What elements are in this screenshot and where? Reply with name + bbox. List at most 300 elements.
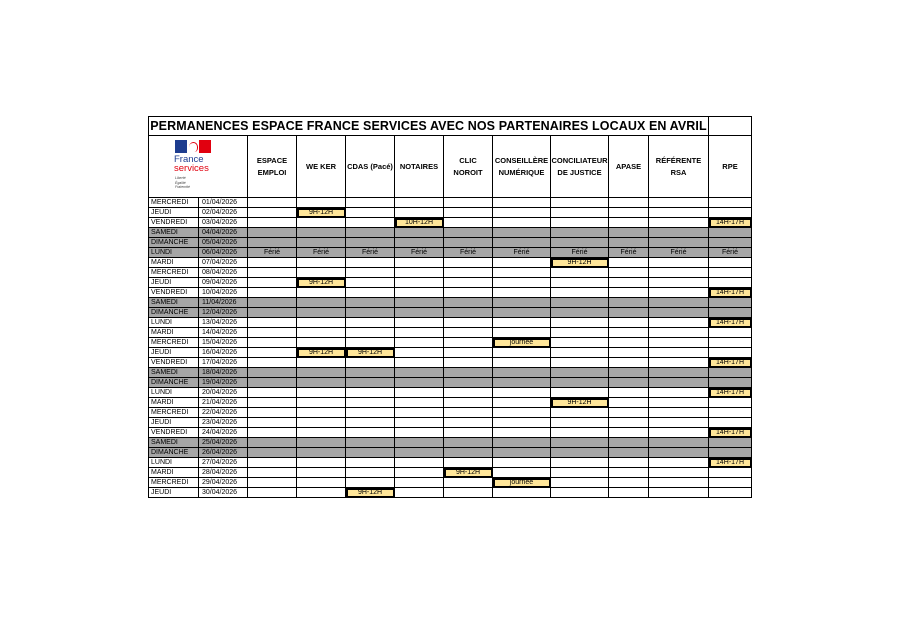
schedule-cell	[395, 448, 444, 458]
schedule-cell	[551, 358, 609, 368]
table-row	[149, 338, 752, 348]
schedule-cell: Férié	[649, 248, 709, 258]
day-cell: SAMEDI	[149, 228, 199, 238]
schedule-cell	[444, 208, 493, 218]
appointment-slot: 14H-17H	[709, 218, 752, 228]
schedule-cell	[709, 418, 752, 428]
schedule-cell	[649, 418, 709, 428]
date-cell: 30/04/2026	[199, 488, 248, 498]
schedule-cell	[493, 318, 551, 328]
title-spacer-cell	[709, 117, 752, 136]
schedule-cell	[493, 258, 551, 268]
day-cell: VENDREDI	[149, 358, 199, 368]
schedule-cell	[493, 348, 551, 358]
schedule-cell	[609, 198, 649, 208]
appointment-slot: 9H-12H	[444, 468, 493, 478]
day-cell: DIMANCHE	[149, 448, 199, 458]
schedule-cell	[346, 408, 395, 418]
logo-cell	[149, 136, 248, 198]
schedule-cell	[346, 438, 395, 448]
schedule-cell	[297, 408, 346, 418]
schedule-cell	[248, 288, 297, 298]
table-row	[149, 308, 752, 318]
schedule-cell	[649, 308, 709, 318]
schedule-cell	[609, 268, 649, 278]
day-cell: LUNDI	[149, 318, 199, 328]
schedule-cell	[395, 348, 444, 358]
schedule-cell	[493, 228, 551, 238]
schedule-cell	[297, 468, 346, 478]
day-cell: JEUDI	[149, 278, 199, 288]
schedule-cell	[551, 348, 609, 358]
day-cell: MARDI	[149, 328, 199, 338]
schedule-cell	[444, 388, 493, 398]
schedule-cell	[551, 418, 609, 428]
day-cell: JEUDI	[149, 208, 199, 218]
schedule-cell	[609, 308, 649, 318]
schedule-cell	[395, 488, 444, 498]
schedule-cell	[444, 288, 493, 298]
schedule-cell	[649, 208, 709, 218]
table-row	[149, 388, 752, 398]
table-row	[149, 358, 752, 368]
schedule-cell	[649, 378, 709, 388]
schedule-cell	[709, 278, 752, 288]
schedule-cell	[297, 258, 346, 268]
schedule-cell	[248, 278, 297, 288]
schedule-cell	[346, 198, 395, 208]
schedule-cell	[709, 378, 752, 388]
schedule-cell	[395, 328, 444, 338]
date-cell: 11/04/2026	[199, 298, 248, 308]
date-cell: 03/04/2026	[199, 218, 248, 228]
schedule-cell	[297, 458, 346, 468]
schedule-cell	[493, 278, 551, 288]
schedule-cell	[395, 198, 444, 208]
schedule-cell	[609, 468, 649, 478]
schedule-cell	[493, 208, 551, 218]
appointment-slot: 9H-12H	[551, 258, 609, 268]
schedule-cell	[444, 368, 493, 378]
schedule-cell	[346, 328, 395, 338]
schedule-cell	[493, 238, 551, 248]
schedule-cell	[551, 488, 609, 498]
schedule-cell	[297, 428, 346, 438]
schedule-cell	[551, 218, 609, 228]
day-cell: DIMANCHE	[149, 238, 199, 248]
schedule-cell	[709, 208, 752, 218]
schedule-cell	[493, 368, 551, 378]
column-header: ESPACE EMPLOI	[248, 136, 297, 198]
schedule-cell	[395, 298, 444, 308]
schedule-cell	[248, 408, 297, 418]
schedule-cell	[248, 298, 297, 308]
table-row	[149, 438, 752, 448]
schedule-cell	[649, 408, 709, 418]
schedule-cell	[609, 218, 649, 228]
table-row	[149, 228, 752, 238]
schedule-cell	[551, 448, 609, 458]
date-cell: 21/04/2026	[199, 398, 248, 408]
schedule-cell	[649, 338, 709, 348]
schedule-cell	[493, 378, 551, 388]
table-row	[149, 198, 752, 208]
schedule-cell	[609, 398, 649, 408]
day-cell: VENDREDI	[149, 218, 199, 228]
schedule-cell	[551, 208, 609, 218]
schedule-cell	[248, 228, 297, 238]
date-cell: 07/04/2026	[199, 258, 248, 268]
schedule-cell	[248, 308, 297, 318]
appointment-slot: 9H-12H	[346, 348, 395, 358]
date-cell: 05/04/2026	[199, 238, 248, 248]
schedule-cell	[248, 328, 297, 338]
schedule-cell	[649, 388, 709, 398]
schedule-cell	[395, 208, 444, 218]
schedule-cell	[551, 328, 609, 338]
schedule-cell	[395, 318, 444, 328]
schedule-cell	[493, 458, 551, 468]
date-cell: 24/04/2026	[199, 428, 248, 438]
schedule-cell	[609, 318, 649, 328]
schedule-cell	[248, 468, 297, 478]
table-row	[149, 278, 752, 288]
schedule-cell	[444, 198, 493, 208]
schedule-cell	[444, 318, 493, 328]
table-row	[149, 268, 752, 278]
appointment-slot: 14H-17H	[709, 388, 752, 398]
date-cell: 04/04/2026	[199, 228, 248, 238]
schedule-cell	[346, 358, 395, 368]
schedule-cell	[649, 278, 709, 288]
schedule-cell	[609, 378, 649, 388]
schedule-cell	[551, 428, 609, 438]
schedule-cell	[493, 468, 551, 478]
schedule-cell	[346, 308, 395, 318]
table-row	[149, 328, 752, 338]
schedule-cell	[551, 278, 609, 288]
schedule-cell	[248, 218, 297, 228]
date-cell: 16/04/2026	[199, 348, 248, 358]
date-cell: 13/04/2026	[199, 318, 248, 328]
schedule-cell	[444, 298, 493, 308]
schedule-cell	[551, 438, 609, 448]
schedule-cell	[248, 388, 297, 398]
schedule-cell	[649, 458, 709, 468]
schedule-cell	[297, 398, 346, 408]
schedule-cell	[551, 378, 609, 388]
date-cell: 15/04/2026	[199, 338, 248, 348]
appointment-slot: 9H-12H	[346, 488, 395, 498]
column-header: CDAS (Pacé)	[346, 136, 395, 198]
schedule-cell	[609, 428, 649, 438]
schedule-cell	[297, 268, 346, 278]
schedule-cell	[395, 368, 444, 378]
schedule-cell	[493, 198, 551, 208]
appointment-slot: 9H-12H	[297, 208, 346, 218]
schedule-cell: Férié	[248, 248, 297, 258]
schedule-cell	[444, 428, 493, 438]
schedule-cell	[649, 228, 709, 238]
schedule-cell	[551, 238, 609, 248]
schedule-cell	[248, 318, 297, 328]
schedule-cell	[551, 198, 609, 208]
schedule-cell: Férié	[709, 248, 752, 258]
day-cell: DIMANCHE	[149, 378, 199, 388]
schedule-cell	[346, 398, 395, 408]
logo-motto: Liberté Égalité Fraternité	[175, 176, 190, 189]
schedule-cell	[444, 478, 493, 488]
schedule-cell	[248, 418, 297, 428]
schedule-cell	[649, 288, 709, 298]
date-cell: 14/04/2026	[199, 328, 248, 338]
france-services-logo	[149, 136, 245, 196]
header-row	[149, 136, 752, 198]
logo-line2: services	[174, 163, 209, 174]
table-row	[149, 218, 752, 228]
schedule-cell	[248, 238, 297, 248]
date-cell: 18/04/2026	[199, 368, 248, 378]
schedule-cell	[609, 348, 649, 358]
schedule-cell	[493, 448, 551, 458]
schedule-cell	[649, 398, 709, 408]
schedule-cell	[395, 228, 444, 238]
schedule-cell	[346, 378, 395, 388]
date-cell: 26/04/2026	[199, 448, 248, 458]
schedule-cell: Férié	[444, 248, 493, 258]
schedule-cell	[444, 338, 493, 348]
schedule-cell	[395, 438, 444, 448]
appointment-slot: 14H-17H	[709, 458, 752, 468]
title-row	[149, 117, 752, 136]
schedule-cell	[709, 328, 752, 338]
schedule-cell	[609, 288, 649, 298]
day-cell: SAMEDI	[149, 368, 199, 378]
schedule-cell	[395, 388, 444, 398]
schedule-cell: Férié	[609, 248, 649, 258]
schedule-cell	[395, 308, 444, 318]
schedule-cell	[444, 258, 493, 268]
schedule-cell	[248, 438, 297, 448]
schedule-cell	[444, 488, 493, 498]
schedule-cell	[248, 268, 297, 278]
schedule-cell	[609, 388, 649, 398]
date-cell: 10/04/2026	[199, 288, 248, 298]
schedule-cell	[709, 408, 752, 418]
schedule-cell	[395, 468, 444, 478]
day-cell: JEUDI	[149, 348, 199, 358]
day-cell: MARDI	[149, 258, 199, 268]
schedule-cell	[297, 378, 346, 388]
schedule-cell: Férié	[551, 248, 609, 258]
schedule-cell	[346, 388, 395, 398]
schedule-cell	[551, 318, 609, 328]
schedule-cell	[551, 288, 609, 298]
schedule-cell	[649, 448, 709, 458]
schedule-cell	[551, 268, 609, 278]
appointment-slot: 14H-17H	[709, 428, 752, 438]
schedule-cell	[649, 478, 709, 488]
schedule-cell	[493, 298, 551, 308]
schedule-cell	[297, 308, 346, 318]
date-cell: 17/04/2026	[199, 358, 248, 368]
schedule-cell	[444, 358, 493, 368]
schedule-cell	[248, 478, 297, 488]
column-header: CONSEILLÈRE NUMÉRIQUE	[493, 136, 551, 198]
schedule-cell	[248, 398, 297, 408]
day-cell: VENDREDI	[149, 288, 199, 298]
schedule-cell	[346, 418, 395, 428]
column-header: CONCILIATEUR DE JUSTICE	[551, 136, 609, 198]
table-row	[149, 248, 752, 258]
date-cell: 27/04/2026	[199, 458, 248, 468]
schedule-cell	[248, 368, 297, 378]
date-cell: 28/04/2026	[199, 468, 248, 478]
schedule-cell	[649, 218, 709, 228]
day-cell: MERCREDI	[149, 338, 199, 348]
schedule-cell	[609, 458, 649, 468]
schedule-cell	[551, 338, 609, 348]
date-cell: 02/04/2026	[199, 208, 248, 218]
logo-line1: France	[174, 154, 204, 165]
appointment-slot: 9H-12H	[297, 278, 346, 288]
day-cell: MERCREDI	[149, 198, 199, 208]
schedule-cell	[493, 398, 551, 408]
table-row	[149, 398, 752, 408]
schedule-cell	[551, 458, 609, 468]
schedule-cell	[248, 458, 297, 468]
table-row	[149, 258, 752, 268]
schedule-cell	[444, 398, 493, 408]
schedule-cell	[649, 198, 709, 208]
table-row	[149, 448, 752, 458]
table-row	[149, 428, 752, 438]
schedule-cell	[444, 308, 493, 318]
schedule-cell	[649, 318, 709, 328]
date-cell: 01/04/2026	[199, 198, 248, 208]
schedule-cell	[297, 328, 346, 338]
date-cell: 20/04/2026	[199, 388, 248, 398]
schedule-cell	[649, 368, 709, 378]
schedule-cell	[395, 278, 444, 288]
date-cell: 08/04/2026	[199, 268, 248, 278]
schedule-cell: Férié	[346, 248, 395, 258]
schedule-cell	[395, 458, 444, 468]
schedule-cell	[551, 388, 609, 398]
schedule-cell	[297, 218, 346, 228]
schedule-cell	[609, 298, 649, 308]
schedule-cell	[709, 398, 752, 408]
schedule-cell	[709, 488, 752, 498]
schedule-cell	[709, 368, 752, 378]
schedule-cell	[709, 238, 752, 248]
schedule-cell	[609, 368, 649, 378]
schedule-cell	[493, 288, 551, 298]
day-cell: LUNDI	[149, 248, 199, 258]
schedule-cell	[649, 358, 709, 368]
schedule-cell	[297, 318, 346, 328]
schedule-cell	[346, 278, 395, 288]
date-cell: 19/04/2026	[199, 378, 248, 388]
column-header: RPE	[709, 136, 752, 198]
schedule-cell	[493, 418, 551, 428]
column-header: RÉFÉRENTE RSA	[649, 136, 709, 198]
schedule-cell	[395, 238, 444, 248]
schedule-cell	[444, 268, 493, 278]
schedule-cell	[444, 418, 493, 428]
schedule-cell	[297, 238, 346, 248]
schedule-cell	[444, 458, 493, 468]
day-cell: DIMANCHE	[149, 308, 199, 318]
schedule-cell	[493, 308, 551, 318]
schedule-cell	[297, 418, 346, 428]
schedule-cell	[649, 468, 709, 478]
schedule-cell	[609, 358, 649, 368]
schedule-cell	[395, 358, 444, 368]
schedule-cell	[248, 428, 297, 438]
appointment-slot: 14H-17H	[709, 318, 752, 328]
day-cell: MARDI	[149, 468, 199, 478]
day-cell: LUNDI	[149, 388, 199, 398]
date-cell: 22/04/2026	[199, 408, 248, 418]
schedule-cell	[297, 438, 346, 448]
schedule-cell	[248, 378, 297, 388]
schedule-cell	[551, 468, 609, 478]
marianne-flag-icon	[175, 140, 211, 153]
schedule-cell	[297, 488, 346, 498]
schedule-cell	[346, 268, 395, 278]
table-row	[149, 458, 752, 468]
schedule-cell	[248, 448, 297, 458]
schedule-cell	[609, 408, 649, 418]
date-cell: 29/04/2026	[199, 478, 248, 488]
schedule-cell	[609, 448, 649, 458]
schedule-cell	[346, 368, 395, 378]
schedule-cell	[709, 198, 752, 208]
day-cell: LUNDI	[149, 458, 199, 468]
table-row	[149, 478, 752, 488]
table-row	[149, 318, 752, 328]
day-cell: JEUDI	[149, 488, 199, 498]
table-row	[149, 208, 752, 218]
schedule-cell	[493, 438, 551, 448]
schedule-cell	[709, 338, 752, 348]
schedule-cell	[444, 448, 493, 458]
date-cell: 09/04/2026	[199, 278, 248, 288]
day-cell: VENDREDI	[149, 428, 199, 438]
schedule-cell	[297, 298, 346, 308]
schedule-cell	[609, 438, 649, 448]
schedule-cell	[346, 428, 395, 438]
schedule-cell	[346, 298, 395, 308]
schedule-cell	[551, 478, 609, 488]
appointment-slot: 10H-12H	[395, 218, 444, 228]
schedule-cell	[248, 338, 297, 348]
schedule-cell	[395, 418, 444, 428]
schedule-cell	[346, 228, 395, 238]
schedule-cell	[346, 478, 395, 488]
day-cell: MERCREDI	[149, 478, 199, 488]
schedule-cell: Férié	[297, 248, 346, 258]
table-row	[149, 288, 752, 298]
schedule-cell	[493, 268, 551, 278]
schedule-table	[148, 116, 752, 498]
schedule-cell	[444, 348, 493, 358]
date-cell: 23/04/2026	[199, 418, 248, 428]
schedule-cell	[609, 418, 649, 428]
schedule-cell	[649, 328, 709, 338]
appointment-slot: journée	[493, 478, 551, 488]
